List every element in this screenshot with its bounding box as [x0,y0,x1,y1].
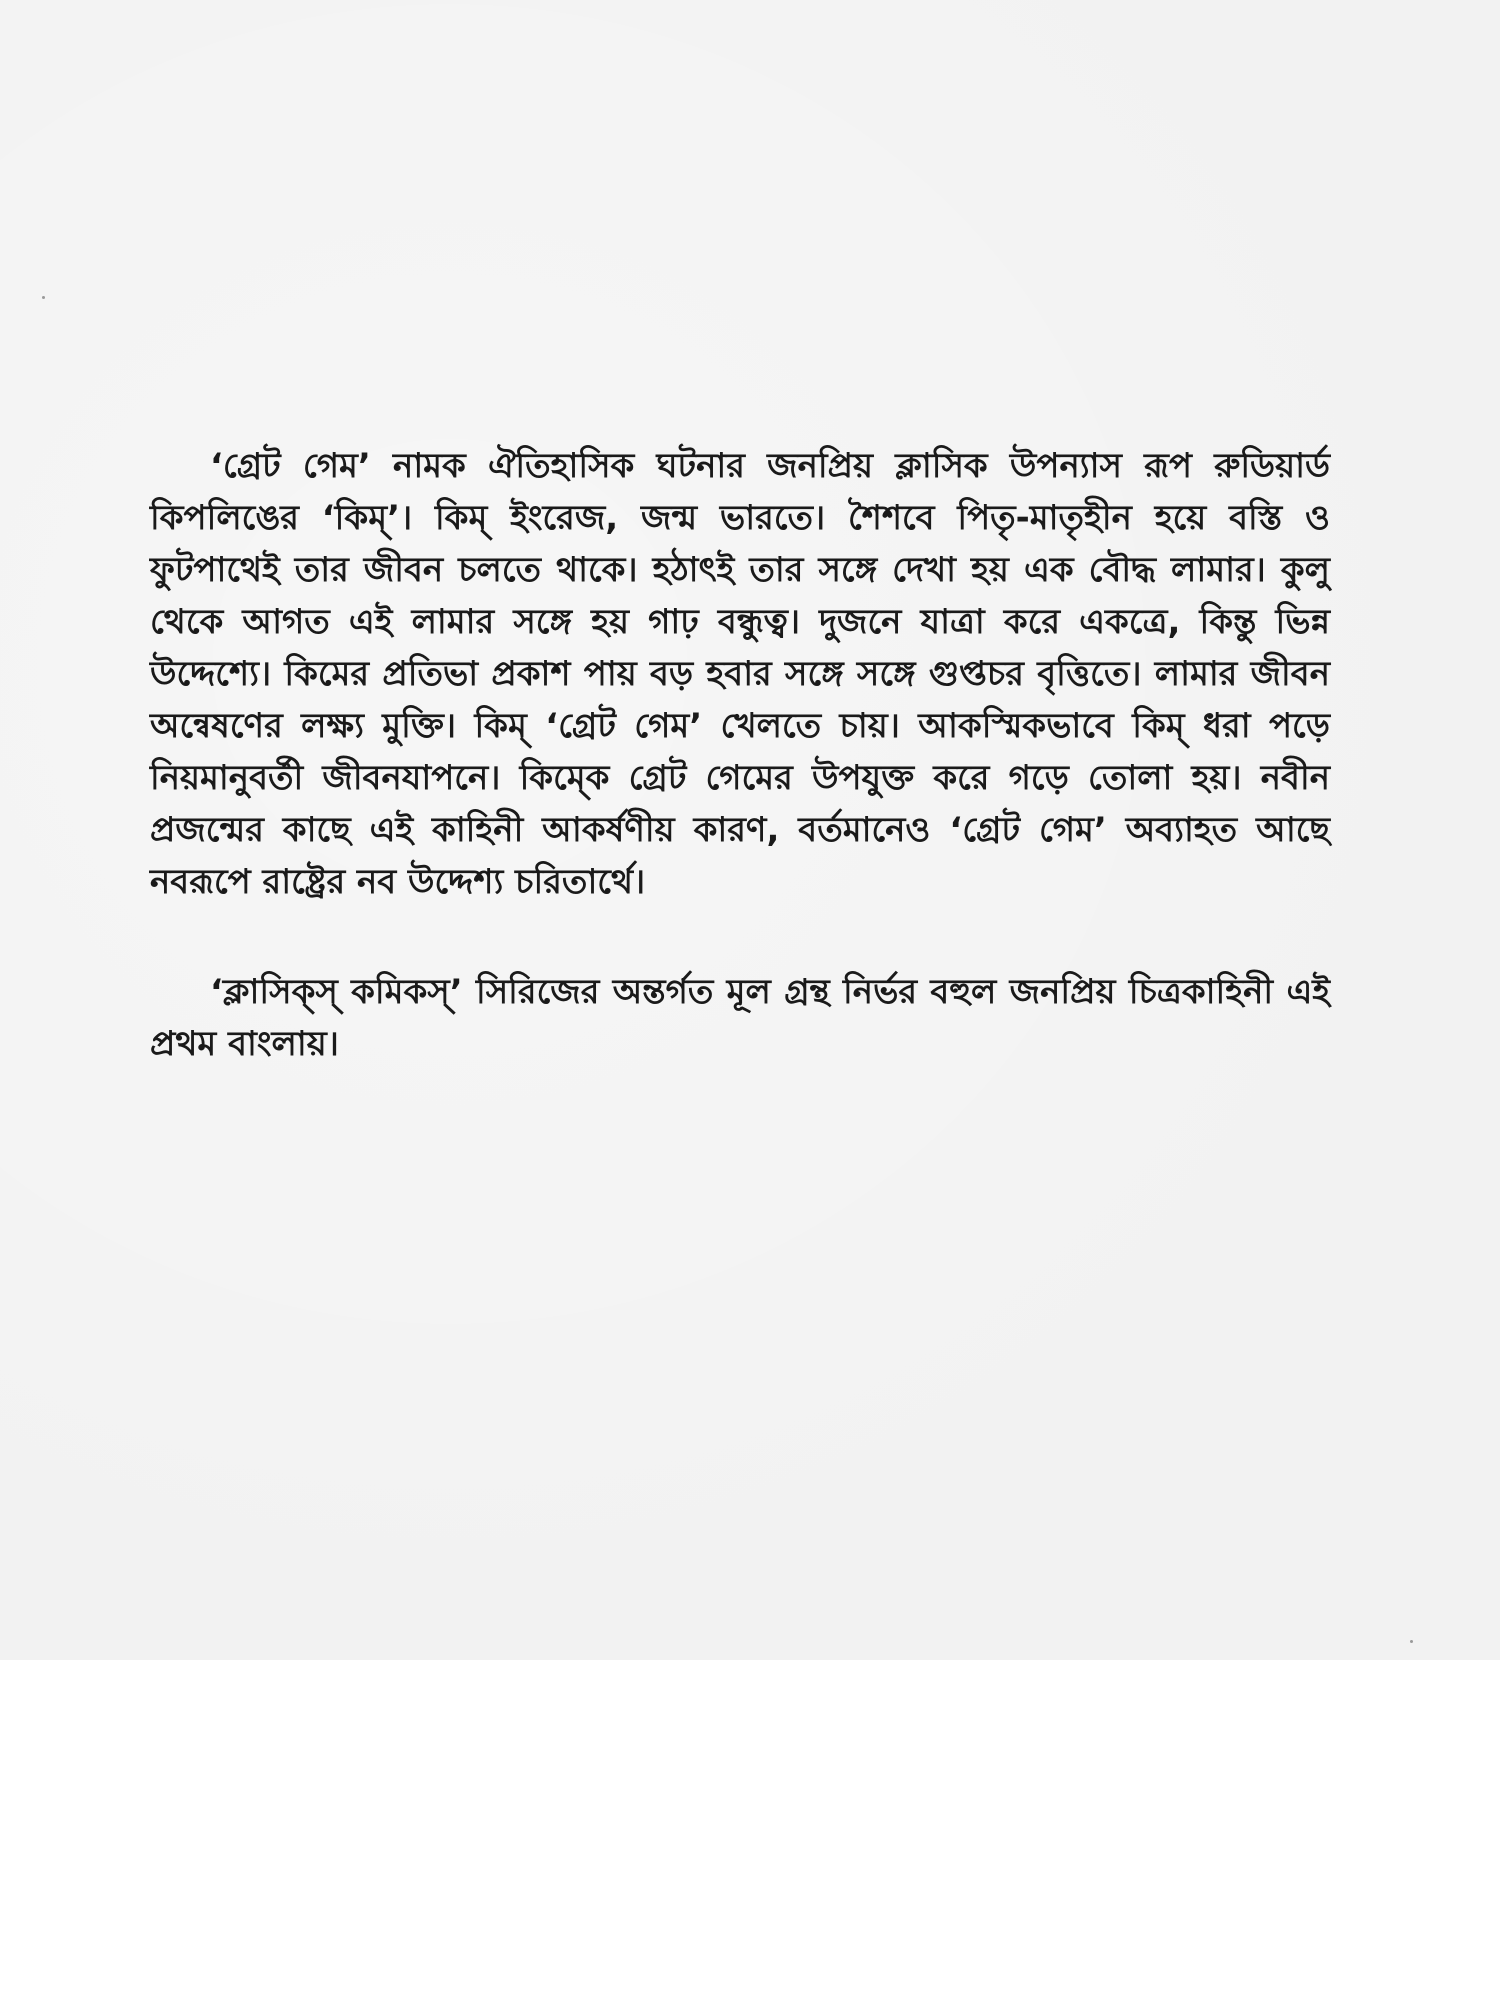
scan-speck [42,296,45,299]
paragraph-2: ‘ক্লাসিক্স্ কমিকস্’ সিরিজের অন্তর্গত মূল গ্রন্থ নির্ভর বহুল জনপ্রিয় চিত্রকাহিনী এই প্রথম বাংলায়। [150,972,1330,1064]
blurb-text [150,440,1330,1128]
scan-speck [1410,1640,1413,1643]
paragraph-1: ‘গ্রেট গেম’ নামক ঐতিহাসিক ঘটনার জনপ্রিয় ক্লাসিক উপন্যাস রূপ রুডিয়ার্ড কিপলিঙের ‘কিম্’। কিম্ ইংরেজ, জন্ম ভারতে। শৈশবে পিতৃ-মাতৃহীন হয়ে বস্তি ও ফুটপাথেই তার জীবন চলতে থাকে। হঠাৎই তার সঙ্গে দেখা হয় এক বৌদ্ধ লামার। কুলু থেকে আগত এই লামার সঙ্গে হয় গাঢ় বন্ধুত্ব। দুজনে যাত্রা করে একত্রে, কিন্তু ভিন্ন উদ্দেশ্যে। কিমের প্রতিভা প্রকাশ পায় বড় হবার সঙ্গে সঙ্গে গুপ্তচর বৃত্তিতে। লামার জীবন অন্বেষণের লক্ষ্য মুক্তি। কিম্ ‘গ্রেট গেম’ খেলতে চায়। আকস্মিকভাবে কিম্ ধরা পড়ে নিয়মানুবর্তী জীবনযাপনে। কিম্কে গ্রেট গেমের উপযুক্ত করে গড়ে তোলা হয়। নবীন প্রজন্মের কাছে এই কাহিনী আকর্ষণীয় কারণ, বর্তমানেও ‘গ্রেট গেম’ অব্যাহত আছে নবরূপে রাষ্ট্রের নব উদ্দেশ্য চরিতার্থে। [150,446,1330,902]
